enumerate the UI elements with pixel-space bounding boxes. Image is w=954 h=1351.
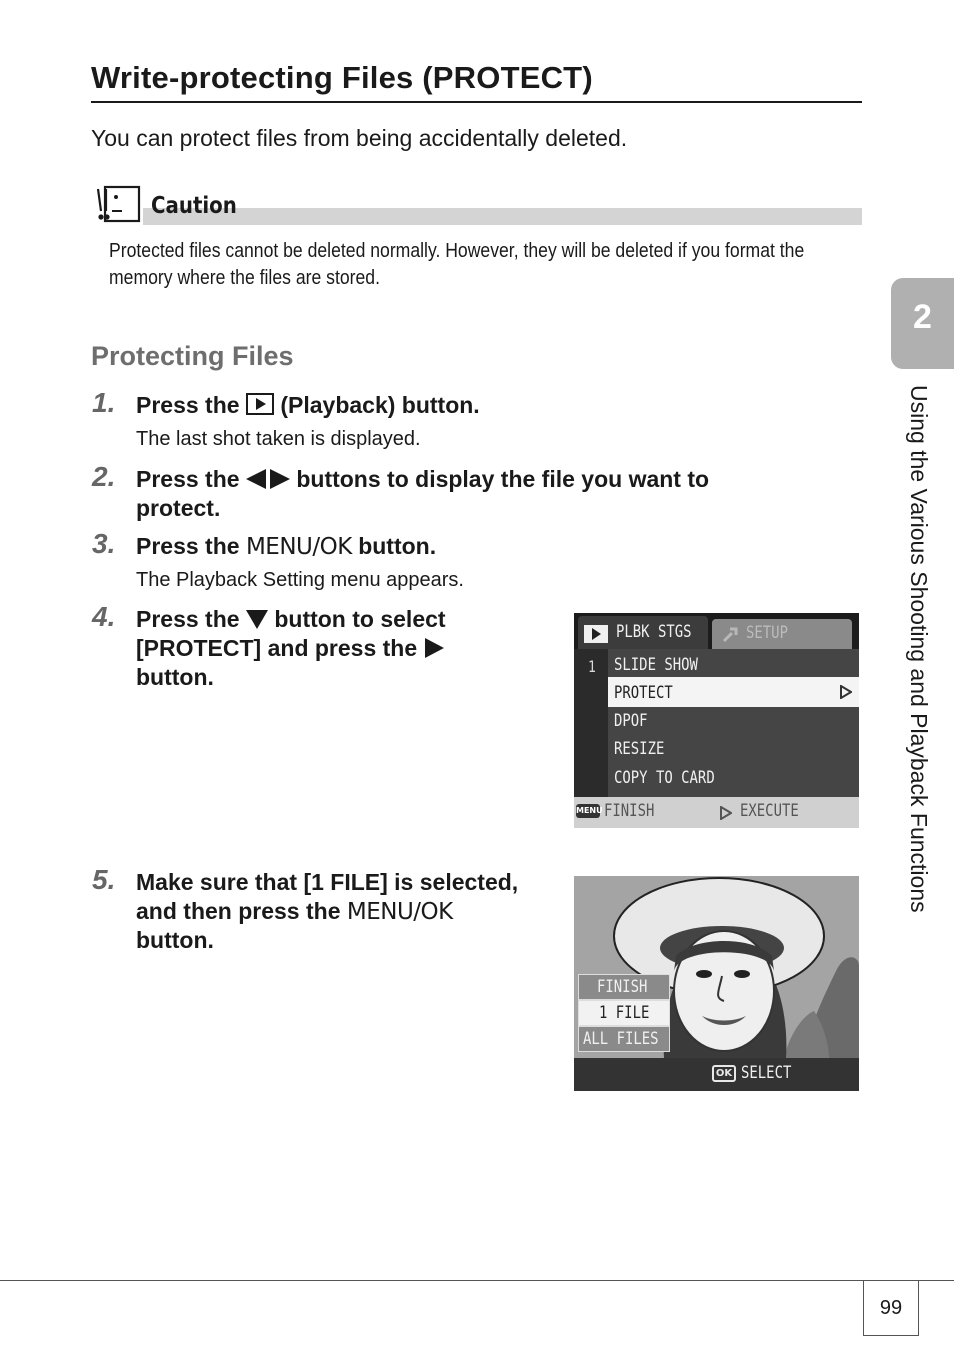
step-4-line2 <box>136 634 444 663</box>
option-label: 1 FILE <box>599 1003 650 1023</box>
playback-menu-screen <box>574 613 859 828</box>
down-arrow-icon <box>246 609 268 629</box>
step-4-heading <box>136 605 446 634</box>
step-number: 3. <box>92 528 116 559</box>
step-text: and then press the <box>136 898 341 924</box>
step-text: Press the <box>136 606 240 632</box>
step-text: button to select <box>274 606 446 632</box>
step-text: button. <box>358 533 437 559</box>
step-5-line2 <box>136 897 453 927</box>
caution-icon <box>92 185 142 225</box>
option-1-file <box>578 1000 670 1026</box>
step-1-heading <box>136 391 480 420</box>
tab-plbk-stgs <box>578 616 708 649</box>
ok-badge <box>712 1065 736 1082</box>
step-3-note: The Playback Setting menu appears. <box>136 569 464 591</box>
submenu-arrow-icon <box>840 685 852 699</box>
tab-setup <box>712 619 852 649</box>
menu-footer <box>574 797 859 828</box>
menu-item-selected: PROTECT <box>614 683 673 703</box>
wrench-icon <box>722 627 740 643</box>
menu-ok-word: MENU/OK <box>346 899 453 925</box>
step-4-line3: button. <box>136 664 214 690</box>
step-number: 1. <box>92 387 116 418</box>
step-text: Press the <box>136 392 240 418</box>
menu-item: DPOF <box>614 711 648 731</box>
playback-icon <box>584 625 608 643</box>
step-text: Press the <box>136 533 240 559</box>
menu-ok-word: MENU/OK <box>245 534 352 560</box>
page-indicator: 1 <box>588 657 596 676</box>
intro-text: You can protect files from being accidentally deleted. <box>91 125 628 151</box>
step-2-heading <box>136 465 709 494</box>
page-number: 99 <box>879 1297 903 1319</box>
step-5-line3: button. <box>136 927 214 953</box>
step-2-continued: protect. <box>136 495 221 521</box>
section-title: Protecting Files <box>91 341 294 371</box>
caution-bar <box>143 208 862 225</box>
select-footer <box>574 1058 859 1091</box>
tab-active-label: PLBK STGS <box>616 622 692 642</box>
footer-select: SELECT <box>741 1063 792 1083</box>
page-title: Write-protecting Files (PROTECT) <box>91 60 593 95</box>
step-5-heading: Make sure that [1 FILE] is selected, <box>136 869 519 895</box>
menu-item: RESIZE <box>614 739 665 759</box>
option-all-files <box>578 1026 670 1052</box>
step-number: 2. <box>92 461 116 492</box>
option-finish <box>578 974 670 1000</box>
step-text: [PROTECT] and press the <box>136 635 418 661</box>
chapter-number: 2 <box>913 298 932 336</box>
protect-select-screen <box>574 876 859 1091</box>
step-text: buttons to display the file you want to <box>296 466 710 492</box>
page-indicator-column <box>578 649 608 797</box>
menu-item: SLIDE SHOW <box>614 655 698 675</box>
footer-finish: FINISH <box>604 801 655 821</box>
chapter-title: Using the Various Shooting and Playback Functions <box>906 385 932 913</box>
title-divider <box>91 101 862 103</box>
menu-item: COPY TO CARD <box>614 768 715 788</box>
option-label: FINISH <box>597 977 648 997</box>
step-number: 5. <box>92 864 116 895</box>
footer-execute: EXECUTE <box>740 801 799 821</box>
right-arrow-icon <box>424 638 444 658</box>
caution-text: Protected files cannot be deleted normally. However, they will be deleted if you format the memory where the files are stored. <box>109 240 805 289</box>
menu-badge <box>576 804 603 818</box>
left-right-arrows-icon <box>246 469 290 489</box>
playback-icon <box>246 393 274 415</box>
caution-label: Caution <box>151 193 237 219</box>
option-label: ALL FILES <box>583 1029 659 1049</box>
step-text: Press the <box>136 466 240 492</box>
ok-badge-label: OK <box>715 1068 733 1079</box>
step-number: 4. <box>92 601 116 632</box>
execute-arrow-icon <box>720 806 732 820</box>
step-3-heading <box>136 532 436 562</box>
menu-badge-label: MENU <box>576 806 603 815</box>
step-text: (Playback) button. <box>280 392 480 418</box>
step-1-note: The last shot taken is displayed. <box>136 428 421 450</box>
footer-rule <box>0 1280 954 1281</box>
tab-inactive-label: SETUP <box>746 623 788 643</box>
